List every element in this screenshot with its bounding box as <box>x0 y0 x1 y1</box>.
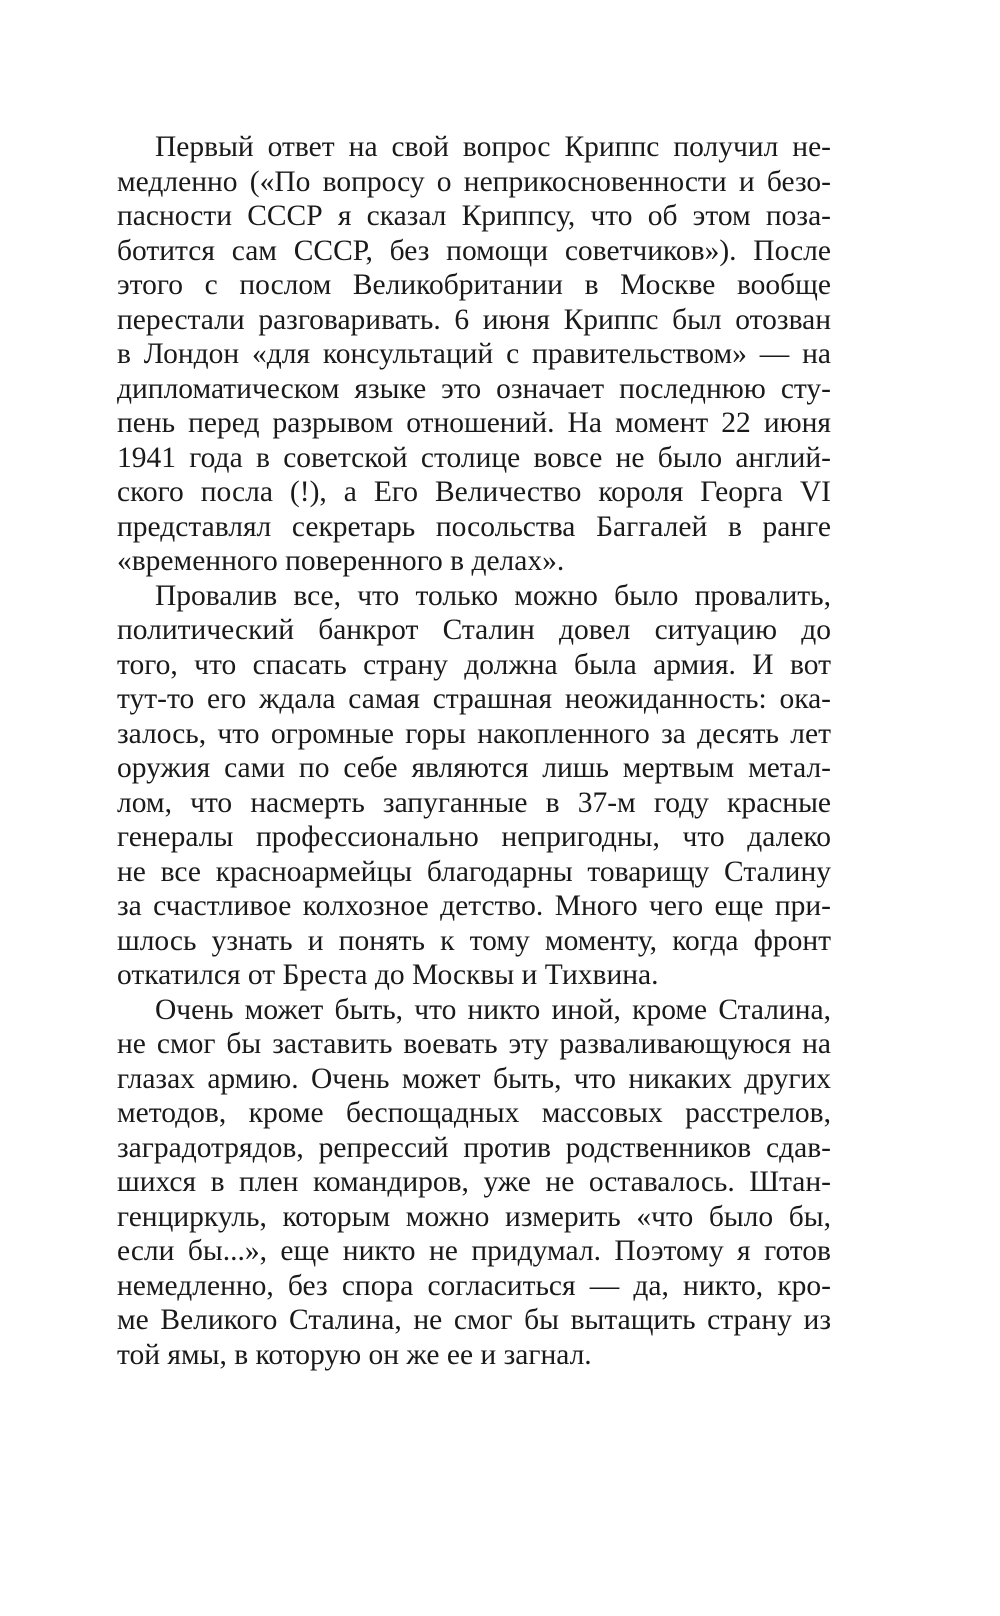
text-line: шихся в плен командиров, уже не оставалось. Штан- <box>117 1166 831 1198</box>
text-line: той ямы, в которую он же ее и загнал. <box>117 1338 592 1371</box>
text-line: Первый ответ на свой вопрос Криппс получил не- <box>155 131 831 163</box>
paragraph-2 <box>117 579 831 993</box>
text-line: залось, что огромные горы накопленного за десять лет <box>117 717 831 750</box>
paragraph-3 <box>117 993 831 1373</box>
text-line: оружия сами по себе являются лишь мертвым метал- <box>117 752 831 784</box>
text-line: пень перед разрывом отношений. На момент 22 июня <box>117 407 831 439</box>
text-line: заградотрядов, репрессий против родственников сдав- <box>117 1131 831 1164</box>
text-line: за счастливое колхозное детство. Много чего еще при- <box>117 890 831 922</box>
text-line: методов, кроме беспощадных массовых расстрелов, <box>117 1097 831 1129</box>
text-line: медленно («По вопросу о неприкосновенности и безо- <box>117 165 831 198</box>
paragraph-1 <box>117 130 831 579</box>
text-line: генералы профессионально непригодны, что далеко <box>117 821 831 853</box>
text-line: пасности СССР я сказал Криппсу, что об этом поза- <box>117 200 831 232</box>
text-line: лом, что насмерть запуганные в 37-м году красные <box>117 786 831 819</box>
text-line: немедленно, без спора согласиться — да, никто, кро- <box>117 1269 831 1302</box>
text-line: перестали разговаривать. 6 июня Криппс был отозван <box>117 303 831 336</box>
text-line: Провалив все, что только можно было провалить, <box>155 579 831 612</box>
text-line: того, что спасать страну должна была армия. И вот <box>117 648 831 681</box>
text-line: «временного поверенного в делах». <box>117 545 565 577</box>
text-line: представлял секретарь посольства Баггалей в ранге <box>117 510 831 543</box>
text-line: откатился от Бреста до Москвы и Тихвина. <box>117 959 659 991</box>
text-line: не смог бы заставить воевать эту разваливающуюся на <box>117 1028 831 1060</box>
body-text <box>117 130 831 1372</box>
text-line: политический банкрот Сталин довел ситуацию до <box>117 614 831 646</box>
text-line: ме Великого Сталина, не смог бы вытащить страну из <box>117 1304 831 1336</box>
text-line: не все красноармейцы благодарны товарищу Сталину <box>117 855 831 888</box>
text-line: в Лондон «для консультаций с правительством» — на <box>117 338 831 370</box>
text-line: тут-то его ждала самая страшная неожиданность: ока- <box>117 683 831 715</box>
text-line: этого с послом Великобритании в Москве вообще <box>117 269 831 301</box>
text-line: ботится сам СССР, без помощи советчиков»). После <box>117 234 831 267</box>
text-line: дипломатическом языке это означает последнюю сту- <box>117 372 831 405</box>
text-line: генциркуль, которым можно измерить «что было бы, <box>117 1200 831 1233</box>
text-line: Очень может быть, что никто иной, кроме Сталина, <box>155 993 831 1026</box>
text-line: ского посла (!), а Его Величество короля Георга VI <box>117 476 831 508</box>
text-line: шлось узнать и понять к тому моменту, когда фронт <box>117 924 831 957</box>
text-line: 1941 года в советской столице вовсе не было англий- <box>117 441 831 474</box>
text-line: если бы...», еще никто не придумал. Поэтому я готов <box>117 1235 831 1267</box>
text-line: глазах армию. Очень может быть, что никаких других <box>117 1062 831 1095</box>
